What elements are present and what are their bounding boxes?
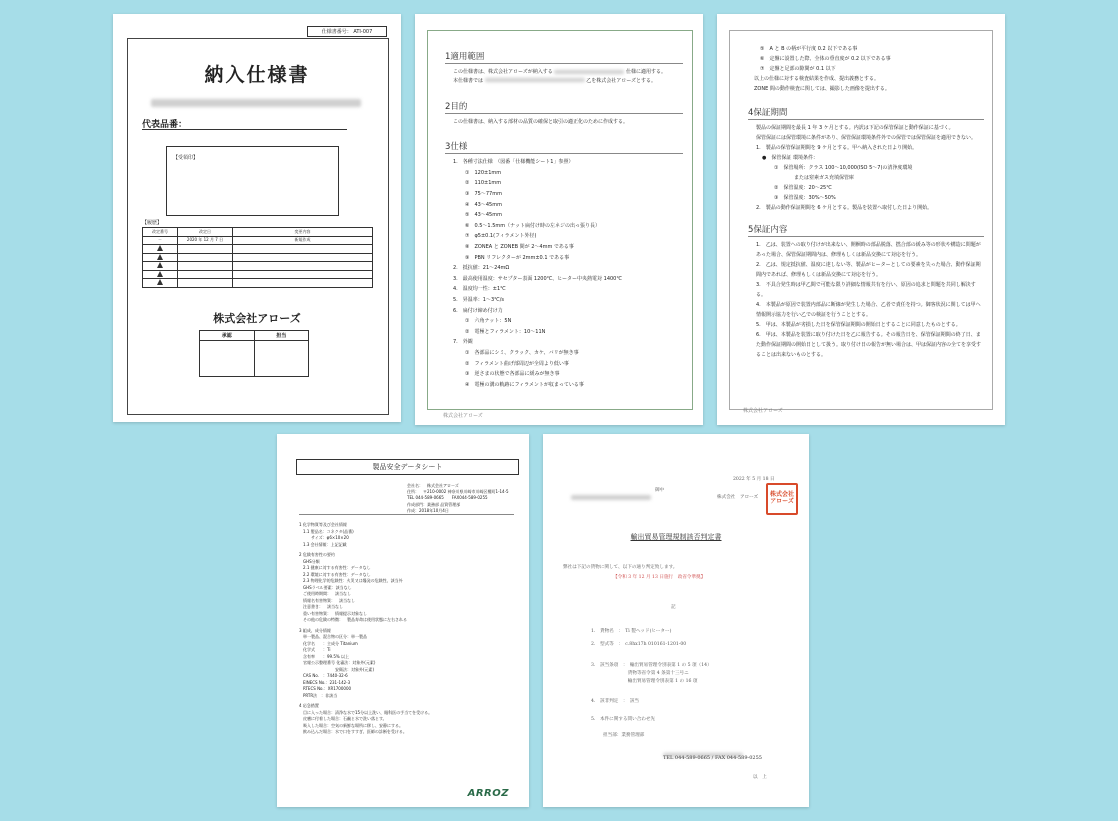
text-line: ④ 43〜45mm: [465, 201, 502, 208]
page-body: [543, 434, 809, 807]
text-line: 吸入した場合：空気の新鮮な場所に移し、安静にする。: [303, 722, 403, 728]
document-export-control-certificate: [543, 434, 809, 807]
footer-company: 株式会社アローズ: [443, 413, 483, 419]
revision-triangle-icon: [157, 279, 163, 285]
text-line: 3 組成、成分情報: [299, 627, 331, 633]
document-title: 納入仕様書: [204, 64, 310, 86]
text-line: 1 化学物質等及び会社情報: [299, 522, 347, 527]
section-heading: [445, 140, 683, 154]
text-line: 5. 昇温率：1〜3℃/s: [453, 296, 505, 303]
text-line: ③ 逆さまの状態で各部品に緩みが無き事: [465, 371, 560, 378]
redacted-recipient: [571, 487, 651, 506]
section-heading: [445, 50, 683, 64]
text-line: 飲み込んだ場合：水で口をすすぎ、医師の診断を受ける。: [303, 729, 407, 735]
text-line: 会社名： 株式会社アローズ: [407, 483, 459, 488]
section-heading: [748, 223, 984, 237]
table-row: [143, 279, 373, 288]
spec-list: [754, 44, 984, 94]
representative-part-label: 代表品番：: [142, 120, 188, 130]
text-line: 1.1 製品名：コネクタ(品番): [303, 528, 354, 534]
text-line: ① 120±1mm: [465, 169, 502, 176]
text-line: 4. 本製品が原因で装置内部品に断線が発生した場合、乙者で責任を持つ。御客状況に関しては甲へ情報開示協力を行い乙での検証を行うこととする。: [756, 302, 981, 318]
divider: [299, 514, 514, 515]
text-line: ⑥ 0.5〜1.5mm（ナット扁付け時の左ネジの出っ張り長）: [465, 222, 601, 229]
table-row: [143, 262, 373, 271]
arroz-logo: ARROZ: [467, 788, 509, 799]
certificate-item-row: 貨物等省令第 4 条第十三号ニ: [591, 671, 689, 676]
text-line: CAS No. ：7440-32-6: [303, 673, 348, 679]
text-line: 2 危険有害性の要約: [299, 552, 335, 558]
approval-header: 担当: [254, 331, 309, 341]
table-cell: 新規作成: [233, 236, 373, 245]
document-spec-page-2: [415, 14, 703, 425]
text-line: ② 110±1mm: [465, 180, 502, 187]
document-delivery-spec-cover: [113, 14, 401, 422]
text-line: 2. 製品の動作保証期間を 6 ケ月とする。製品を装置へ取付した日より開始。: [756, 205, 933, 211]
warranty-content-list: [750, 240, 984, 360]
contact-department: 担当部：業務管理部: [603, 733, 645, 738]
text-line: または窒素ガス充填保管庫: [774, 175, 855, 181]
section-number: 3: [445, 142, 451, 153]
certificate-item-row: 1. 貨物名 ： Ti 製ヘッド(ヒーター): [591, 629, 672, 634]
text-line: ③ 75〜77mm: [465, 191, 502, 198]
text-line: 製品の保証期間を最長 1 年 3 ケ月とする。内訳は下記の保管保証と動作保証に基づく。: [756, 125, 954, 131]
text-line: 化学名 ：主成分 Titanium: [303, 640, 358, 646]
spec-number-box: [307, 26, 387, 37]
text-line: 1. 各種寸法仕様 （図番「仕様機能シート1」参照）: [453, 159, 574, 166]
section-heading: [445, 100, 683, 114]
text-line: [453, 77, 683, 86]
text-line: 1.3 会社情報：上記記載: [303, 541, 347, 547]
redacted-text: [485, 78, 585, 82]
sds-title: 製品安全データシート: [296, 459, 519, 475]
text-line: ⑥ 定盤に設置した際、全体の垂直度が 0.2 以下である事: [760, 56, 891, 62]
text-line: ⑤ 43〜45mm: [465, 212, 502, 219]
text-line: 作成部門：業務部 品質管理部: [407, 501, 461, 507]
text-line: 情報名有害物質： 該当なし: [303, 597, 355, 603]
table-header: 変更内容: [233, 228, 373, 237]
page-body: [748, 44, 984, 360]
receipt-stamp-label: 【受領印】: [173, 155, 199, 161]
document-spec-page-3: [717, 14, 1005, 425]
text-line: その他の危険の特徴： 製品寿命は使用状態に左右される: [303, 617, 407, 623]
table-header: 改定日: [178, 228, 233, 237]
intro-text: 弊社は下記の貨物に関して、以下の通り判定致します。: [563, 565, 678, 570]
footer-company: 株式会社アローズ: [743, 408, 783, 414]
certificate-item-row: 3. 該当条項 ： 輸出貿易管理令別表第 1 の 5 項（14）: [591, 663, 712, 668]
text-line: 4 応急措置: [299, 703, 319, 709]
seal-text: 株式会社アローズ: [769, 491, 794, 505]
divider: [142, 129, 347, 130]
text-line: サイズ：φ6×10×20: [303, 535, 349, 541]
text: 仕様に適用する。: [625, 69, 666, 75]
text-line: 1. 製品の保管保証期間を 9 ケ月とする。甲へ納入された日より開始。: [756, 145, 918, 151]
section-number: 1: [445, 52, 451, 62]
text-line: 4. 温度均一性：±1℃: [453, 286, 506, 293]
contact-phone: TEL 044-589-0665 / FAX 044-589-0255: [663, 755, 762, 761]
text-line: ご使用時期間： 該当なし: [303, 591, 351, 597]
text-line: ① 六角ナット：5N: [465, 318, 512, 325]
recipient-suffix: 御中: [655, 488, 665, 493]
history-label: 【履歴】: [142, 220, 163, 226]
text-line: ⑦ φ5±0.1(フィラメント外径): [465, 233, 537, 240]
text-line: 2.1 健康に対する有害性：データなし: [303, 565, 371, 571]
end-mark: 以 上: [753, 775, 767, 780]
section-heading: [748, 106, 984, 120]
text-line: 目に入った場合：清浄な水で15分以上洗い、眼科医の手当てを受ける。: [303, 709, 433, 715]
text-line: 3. 不具合発生時は甲乙間で可能な限り詳細な情報共有を行い、原因の追求と問題を共同し解決する。: [756, 282, 976, 298]
table-row: [143, 270, 373, 279]
text: 本仕様書では: [453, 77, 484, 84]
text-line: 官報公示整理番号 化審法：対象外(元素): [303, 660, 376, 666]
text-line: PRTR法 ：非該当: [303, 692, 338, 698]
text-line: 2.2 環境に対する有害性：データなし: [303, 571, 371, 577]
table-cell: 2020 年 12 月 7 日: [178, 236, 233, 245]
section-title: 目的: [450, 101, 468, 112]
spec-number-label: 仕様書番号：: [321, 29, 352, 35]
text-line: ② 電極とフィラメント：10〜11N: [465, 328, 546, 335]
page-body: [445, 50, 683, 390]
text-line: 6. 扁付け締め付け力: [453, 307, 503, 314]
spec-list: [453, 157, 683, 390]
text-line: 1. 乙は、装置への取り付けが出来ない、開梱時の部品脱落、撚合部の緩み等の形状や構造に問題があった場合、保管保証期間内は、修理もしくは新品交換にて対応を行う。: [756, 242, 981, 258]
text-line: 3. 最高使用温度：サセプター表面 1200℃、ヒーター中央熱電対 1400℃: [453, 275, 622, 282]
text-line: ⑦ 定盤と足部の隙間が 0.1 以下: [760, 66, 836, 72]
company-name: 株式会社アローズ: [213, 312, 301, 325]
revision-triangle-icon: [157, 271, 163, 277]
text-line: ZONE 間の動作検査に関しては、撮影した画像を提出する。: [754, 86, 890, 92]
table-cell: －: [143, 236, 178, 245]
certificate-item-row: 5. 本件に関する問い合わせ先: [591, 717, 656, 722]
spec-number-value: ATI-007: [353, 29, 373, 35]
text-line: ⑤ A と B の柄が平行度 0.2 以下である事: [760, 46, 858, 52]
section-title: 適用範囲: [450, 52, 485, 62]
text-line: 6. 甲は、本製品を装置に取り付けた日を乙に報告する。その報告日を、保管保証期間の終了日、また動作保証期間の開始日として扱う。取り付け日の報告が無い場合は、甲は保証内容の全てを享受することは出来ないものとする。: [756, 332, 982, 358]
issue-date: 2022 年 5 月 18 日: [733, 477, 775, 482]
approval-table: [199, 330, 309, 377]
section-title: 保証期間: [753, 108, 788, 118]
text-line: 作成：2018年10月4日: [407, 507, 449, 513]
regulation-basis: 【令和 3 年 12 月 13 日施行 政省令準拠】: [613, 575, 706, 580]
text-line: 以上の仕様に対する検査結果を作成、提出義務とする。: [754, 76, 880, 82]
revision-triangle-icon: [157, 245, 163, 251]
table-row: [143, 245, 373, 254]
sds-company-block: [407, 483, 517, 514]
warranty-period-list: [750, 123, 984, 213]
table-row: [143, 253, 373, 262]
text-line: ③ 保管湿度：30%〜50%: [774, 195, 836, 201]
text-line: ⑧ ZONEA と ZONEB 間が 2〜4mm である事: [465, 244, 574, 250]
section-number: 4: [748, 108, 754, 118]
text-line: 2.3 物理化学的危険性：火災又は爆発の危険性、該当外: [303, 578, 403, 584]
text-line: ④ 電極の溝の軌跡にフィラメントが収まっている事: [465, 381, 584, 388]
text-line: [453, 68, 683, 77]
text-line: 化学式 ：Ti: [303, 647, 331, 653]
text-line: 2. 乙は、規定抵抗値、温度に達しない等、製品がヒーターとしての要素を失った場合、動作保証期間内であれば、修理もしくは新品交換にて対応を行う。: [756, 262, 981, 278]
text: 乙を株式会社アローズとする。: [586, 77, 656, 84]
text-line: 皮膚に付着した場合：石鹸と水で洗い落とす。: [303, 716, 387, 722]
text-line: 重い有害物質： 情報提示対象なし: [303, 610, 367, 616]
redacted-product-name: [151, 92, 361, 111]
revision-triangle-icon: [157, 254, 163, 260]
text-line: ① 各部品にシミ、クラック、カケ、バリが無き事: [465, 349, 579, 356]
text-line: ⑨ PBN リフレクターが 2mm±0.1 である事: [465, 254, 570, 261]
section-title: 保証内容: [753, 225, 788, 235]
section-number: 2: [445, 101, 451, 112]
text-line: 2. 抵抗値：21〜24mΩ: [453, 265, 510, 272]
text-line: 単一製品、混合物の区分：単一製品: [303, 634, 367, 640]
section-number: 5: [748, 225, 754, 235]
certificate-item-row: 2. 型式等 ： c.8hx17h 010161-1201-00: [591, 642, 687, 647]
text-line: GHSラベル要素：該当なし: [303, 584, 352, 590]
text-line: この仕様書は、納入する部材の品質の確保と取引の適正化のために作成する。: [453, 118, 629, 125]
text-line: RTECS No.：XR1700000: [303, 686, 352, 692]
issuer-company: 株式会社 アローズ: [717, 495, 759, 500]
document-safety-data-sheet: [277, 434, 529, 807]
section-title: 仕様: [450, 142, 468, 153]
text-line: 住所： 〒210-0002 神奈川県川崎市川崎区榎町1-14-5: [407, 489, 509, 495]
revision-triangle-icon: [157, 262, 163, 268]
company-seal-stamp: [766, 483, 798, 515]
revision-history-table: [142, 227, 373, 288]
certificate-item-row: 4. 該非判定 ： 該当: [591, 699, 640, 704]
text-line: 安衛法：対象外(元素): [303, 666, 375, 672]
text-line: 7. 外観: [453, 339, 473, 346]
text-line: ② フィラメント曲げ部周辺が全周より低い事: [465, 360, 569, 367]
text-line: ● 保管保証 環境条件：: [762, 155, 818, 161]
text-line: ② 保管温度：20〜25℃: [774, 185, 832, 191]
text-line: TEL 044-589-0665 FAX044-589-0255: [407, 495, 488, 501]
text-line: 5. 甲は、本製品が劣損した日を保管保証期間の開始日とすることに同意したものとする。: [756, 322, 961, 328]
sds-sections: [299, 518, 514, 736]
approval-header: 承認: [200, 331, 255, 341]
table-row: [143, 236, 373, 245]
text-line: ① 保管場所：クラス 100〜10,000(ISO 5〜7)の清浄度環境: [774, 165, 913, 171]
text-line: 保管保証には保管環境に条件があり、保管保証環境条件外での保管では保管保証を適用できない。: [756, 135, 977, 141]
certificate-heading: 輸出貿易管理規制該否判定書: [630, 533, 722, 541]
text: この仕様書は、株式会社アローズが納入する: [453, 69, 553, 75]
receipt-stamp-box: [166, 146, 339, 216]
text-line: EINECS No.：231-142-3: [303, 679, 351, 685]
text-line: GHS分類: [303, 558, 320, 564]
table-header: 改定番号: [143, 228, 178, 237]
redacted-text: [554, 70, 624, 74]
text-line: 注意書き： 該当なし: [303, 604, 343, 610]
text-line: 含有率 ：99.5% 以上: [303, 653, 349, 659]
ki-label: 記: [671, 605, 676, 610]
certificate-item-row: 輸出貿易管理令別表第 1 の 16 項: [591, 679, 698, 684]
